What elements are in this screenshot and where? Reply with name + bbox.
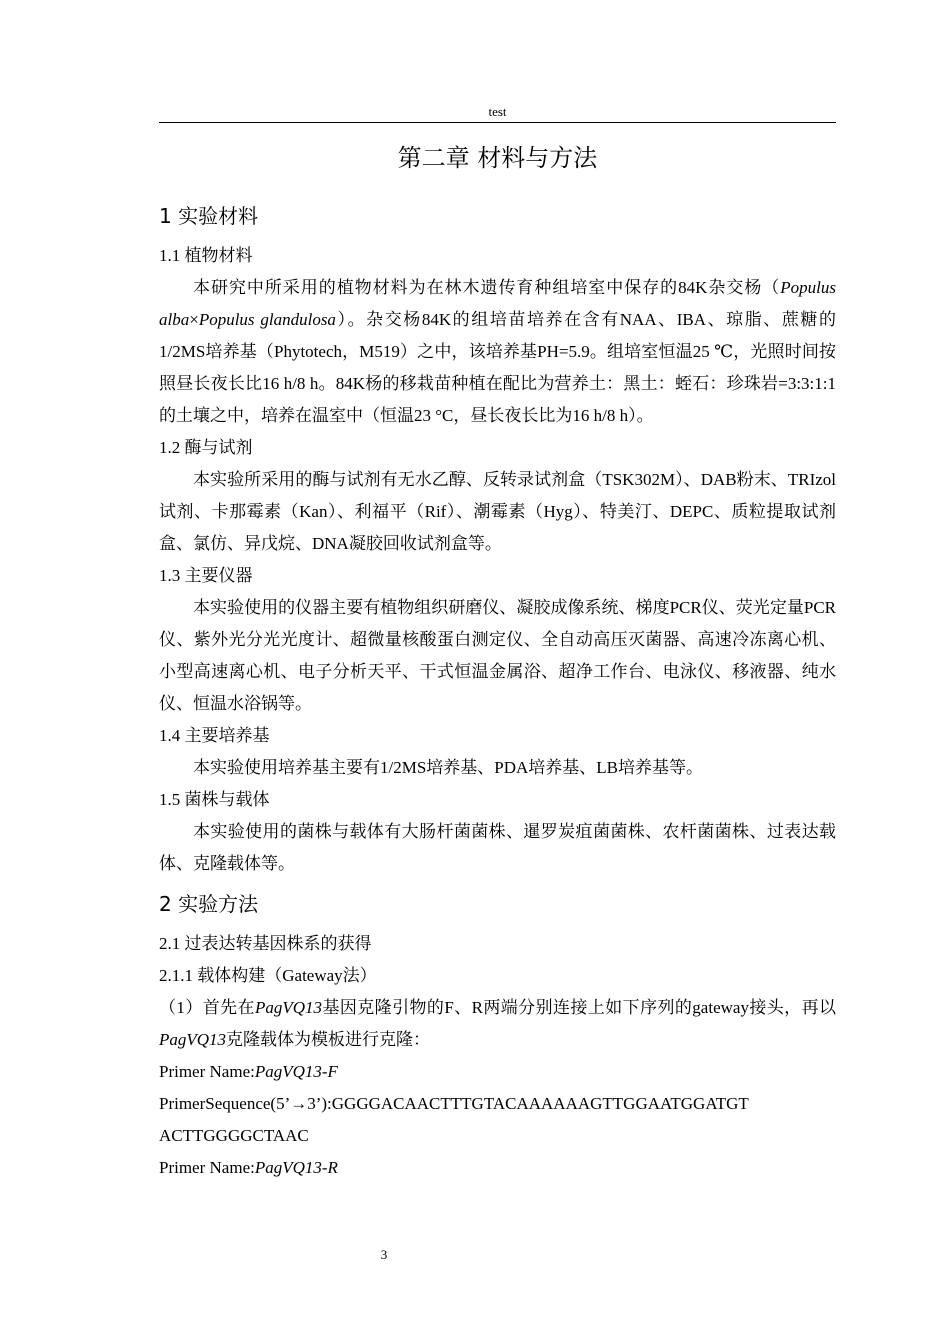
body-content — [159, 200, 836, 1184]
page-number: 3 — [380, 1247, 388, 1262]
subsection-heading-media: 1.4 主要培养基 — [159, 726, 270, 745]
primer-name-value: PagVQ13-F — [254, 1062, 338, 1081]
section-heading-methods: 2 实验方法 — [159, 892, 259, 916]
paragraph-step-1 — [159, 992, 836, 1056]
species-name: Populus alba — [159, 278, 836, 329]
primer-sequence-value: GGGGACAACTTTGTACAAAAAAGTTGGAATGGATGT — [331, 1094, 749, 1113]
subsection-heading-plant-materials: 1.1 植物材料 — [159, 246, 253, 265]
chapter-title: 第二章 材料与方法 — [397, 144, 598, 172]
text-run: 基因克隆引物的F、R两端分别连接上如下序列的gateway接头，再以 — [322, 998, 837, 1017]
subsection-heading-strains-vectors: 1.5 菌株与载体 — [159, 790, 270, 809]
times-sign: × — [189, 310, 199, 329]
subsubsection-heading-vector-construction: 2.1.1 载体构建（Gateway法） — [159, 966, 377, 985]
primer-name-label: Primer Name: — [159, 1062, 255, 1081]
primer-sequence-forward-cont: ACTTGGGGCTAAC — [159, 1126, 309, 1145]
paragraph-media: 本实验使用培养基主要有1/2MS培养基、PDA培养基、LB培养基等。 — [193, 758, 704, 777]
paragraph-instruments: 本实验使用的仪器主要有植物组织研磨仪、凝胶成像系统、梯度PCR仪、荧光定量PCR仪、紫外光分光光度计、超微量核酸蛋白测定仪、全自动高压灭菌器、高速冷冻离心机、小型高速离心机、电子分析天平、干式恒温金属浴、超净工作台、电泳仪、移液器、纯水仪、恒温水浴锅等。 — [159, 598, 836, 713]
subsection-heading-instruments: 1.3 主要仪器 — [159, 566, 253, 585]
primer-name-label: Primer Name: — [159, 1158, 255, 1177]
paragraph-strains-vectors: 本实验使用的菌株与载体有大肠杆菌菌株、暹罗炭疽菌菌株、农杆菌菌株、过表达载体、克隆载体等。 — [159, 822, 836, 873]
text-run: 克隆载体为模板进行克隆： — [226, 1030, 431, 1049]
text-run: （1）首先在 — [159, 998, 255, 1017]
text-run: 本研究中所采用的植物材料为在林木遗传育种组培室中保存的84K杂交杨（ — [193, 278, 781, 297]
running-header: test — [488, 104, 507, 119]
primer-name-forward — [159, 1056, 836, 1088]
gene-name: PagVQ13 — [159, 1030, 227, 1049]
primer-name-value: PagVQ13-R — [254, 1158, 338, 1177]
paragraph-plant-materials — [159, 272, 836, 432]
subsection-heading-enzymes-reagents: 1.2 酶与试剂 — [159, 438, 253, 457]
primer-sequence-forward — [159, 1088, 836, 1120]
section-heading-materials: 1 实验材料 — [159, 204, 259, 228]
primer-sequence-label: PrimerSequence(5’→3’): — [159, 1094, 332, 1113]
header-rule — [159, 122, 836, 123]
subsection-heading-transgenic-lines: 2.1 过表达转基因株系的获得 — [159, 934, 372, 953]
species-name: Populus glandulosa — [198, 310, 336, 329]
paragraph-enzymes-reagents: 本实验所采用的酶与试剂有无水乙醇、反转录试剂盒（TSK302M）、DAB粉末、TRIzol试剂、卡那霉素（Kan）、利福平（Rif）、潮霉素（Hyg）、特美汀、DEPC、质粒提取试剂盒、氯仿、异戊烷、DNA凝胶回收试剂盒等。 — [159, 470, 836, 553]
text-run: ）。杂交杨84K的组培苗培养在含有NAA、IBA、琼脂、蔗糖的1/2MS培养基（Phytotech，M519）之中，该培养基PH=5.9。组培室恒温25 ℃，光照时间按照昼长夜长比16 h/8 h。84K杨的移栽苗种植在配比为营养土：黑土：蛭石：珍珠岩=3:3:1:1的土壤之中，培养在温室中（恒温23 °C，昼长夜长比为16 h/8 h）。 — [159, 310, 836, 425]
gene-name: PagVQ13 — [254, 998, 323, 1017]
primer-name-reverse — [159, 1152, 836, 1184]
